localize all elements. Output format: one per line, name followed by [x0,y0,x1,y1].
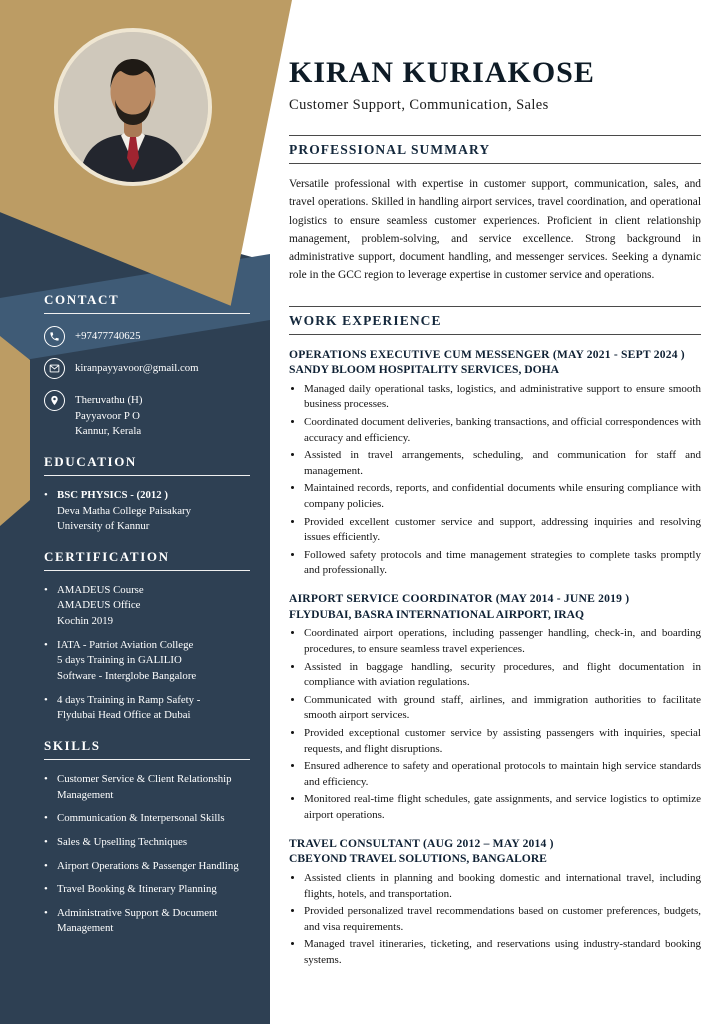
job-company: FLYDUBAI, BASRA INTERNATIONAL AIRPORT, IRAQ [289,607,585,621]
job-title: AIRPORT SERVICE COORDINATOR (MAY 2014 - JUNE 2019 ) [289,592,630,606]
job-entry [289,836,701,969]
address-line-2: Payyavoor P O [75,409,140,422]
job-bullet: • Maintained records, reports, and confidential documents while ensuring compliance with company policies. [304,481,701,512]
skill-item: • Customer Service & Client Relationship Management [44,772,250,803]
job-bullet: • Coordinated airport operations, including passenger handling, check-in, and boarding procedures, to ensure seamless travel experiences. [304,626,701,657]
job-bullets [289,626,701,823]
contact-section [44,292,250,440]
job-bullet: • Managed daily operational tasks, logistics, and administrative support to ensure smooth business processes. [304,382,701,413]
certification-item [44,693,250,724]
skill-item: • Travel Booking & Itinerary Planning [44,882,250,898]
job-bullet: • Provided excellent customer service and support, addressing inquiries and resolving issues efficiently. [304,515,701,546]
phone-number: +97477740625 [75,330,141,342]
skill-item: • Administrative Support & Document Management [44,906,250,937]
certification-line: AMADEUS Office [57,599,141,612]
job-bullets [289,871,701,969]
skill-item: • Communication & Interpersonal Skills [44,811,250,827]
experience-heading: WORK EXPERIENCE [289,306,701,335]
job-bullet: • Assisted clients in planning and booking domestic and international travel, including flights, hotels, and transportation. [304,871,701,902]
main-content [289,56,701,971]
job-bullet: • Provided personalized travel recommendations based on customer preferences, budgets, and visa requirements. [304,904,701,935]
certification-line: Flydubai Head Office at Dubai [57,709,191,722]
certification-section [44,549,250,724]
candidate-title: Customer Support, Communication, Sales [289,97,549,113]
job-title: TRAVEL CONSULTANT (AUG 2012 – MAY 2014 ) [289,836,554,850]
education-university: University of Kannur [57,520,150,533]
education-list [44,488,250,535]
email-icon [44,358,65,379]
skills-section [44,738,250,937]
education-section [44,454,250,535]
summary-heading: PROFESSIONAL SUMMARY [289,135,701,164]
certification-line: • IATA - Patriot Aviation College [57,638,194,651]
job-bullet: • Monitored real-time flight schedules, gate assignments, and service logistics to optimize airport operations. [304,792,701,823]
education-degree: • BSC PHYSICS - (2012 ) [57,488,168,501]
certification-line: Kochin 2019 [57,615,114,628]
contact-phone-row [44,326,250,347]
profile-photo [54,28,212,186]
certification-line: • 4 days Training in Ramp Safety - [57,693,201,706]
job-entry [289,347,701,580]
address-line-1: Theruvathu (H) [75,394,143,406]
certification-heading: CERTIFICATION [44,549,250,571]
job-bullet: • Provided exceptional customer service by assisting passengers with inquiries, special requests, and flight disruptions. [304,726,701,757]
job-bullet: • Followed safety protocols and time management strategies to complete tasks promptly and professionally. [304,548,701,579]
profile-photo-illustration [58,32,208,182]
job-bullet: • Assisted in travel arrangements, scheduling, and communication for staff and management. [304,448,701,479]
contact-email-row [44,358,250,379]
skills-list [44,772,250,937]
skill-item: • Airport Operations & Passenger Handling [44,859,250,875]
job-bullet: • Coordinated document deliveries, banking transactions, and official correspondences with accuracy and efficiency. [304,415,701,446]
address-line-3: Kannur, Kerala [75,425,142,438]
email-address: kiranpayyavoor@gmail.com [75,362,199,374]
skill-item: • Sales & Upselling Techniques [44,835,250,851]
phone-icon [44,326,65,347]
job-entry [289,591,701,824]
skills-heading: SKILLS [44,738,250,760]
job-bullet: • Ensured adherence to safety and operational protocols to maintain high service standards and efficiency. [304,759,701,790]
job-title: OPERATIONS EXECUTIVE CUM MESSENGER (MAY 2021 - SEPT 2024 ) [289,347,685,361]
candidate-name: KIRAN KURIAKOSE [289,56,595,89]
certification-line: • AMADEUS Course [57,583,144,596]
summary-text: Versatile professional with expertise in customer support, communication, sales, and travel operations. Skilled in handling airport services, travel coordination, and operational logistics to ensure seamless customer experiences. Proficient in client relationship management, problem-solving, and service excellence. Strong background in administrative support, document handling, and messenger services. Seeking a dynamic role in the GCC region to leverage expertise in customer service and operations. [289,178,701,282]
contact-heading: CONTACT [44,292,250,314]
job-bullet: • Communicated with ground staff, airlines, and immigration authorities to facilitate smooth airport services. [304,693,701,724]
certification-line: 5 days Training in GALILIO [57,654,182,667]
contact-address-row [44,390,250,440]
address [75,390,142,440]
education-heading: EDUCATION [44,454,250,476]
certification-line: Software - Interglobe Bangalore [57,670,197,683]
education-school: Deva Matha College Paisakary [57,504,192,517]
certification-item [44,638,250,685]
sidebar [0,292,270,951]
job-bullet: • Managed travel itineraries, ticketing, and reservations using industry-standard booking systems. [304,937,701,968]
certification-list [44,583,250,724]
job-company: SANDY BLOOM HOSPITALITY SERVICES, DOHA [289,363,560,377]
education-item [44,488,250,535]
location-icon [44,390,65,411]
job-bullets [289,382,701,579]
job-bullet: • Assisted in baggage handling, security procedures, and flight documentation in compliance with aviation regulations. [304,660,701,691]
certification-item [44,583,250,630]
job-company: CBEYOND TRAVEL SOLUTIONS, BANGALORE [289,852,547,866]
